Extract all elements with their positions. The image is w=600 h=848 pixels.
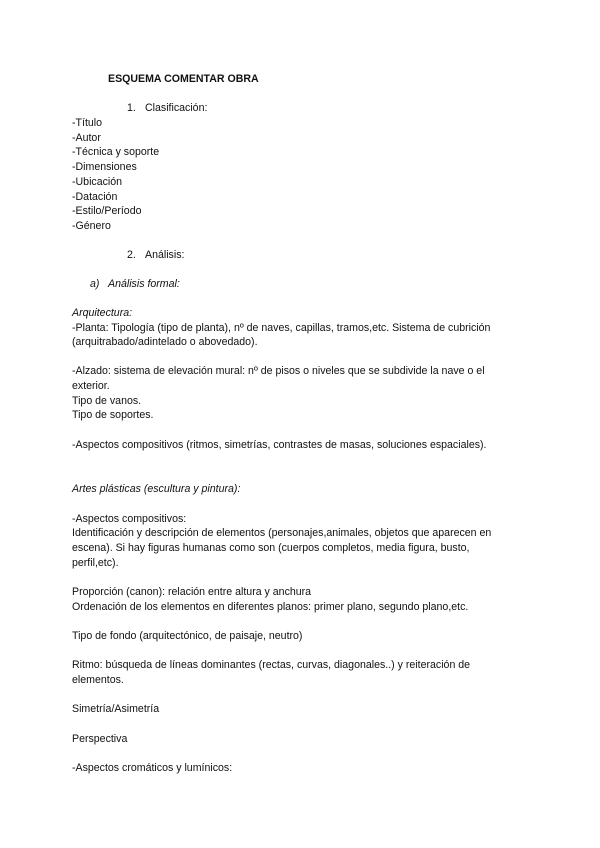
arquitectura-heading: Arquitectura: xyxy=(72,307,133,319)
section-2-heading xyxy=(127,248,184,263)
paragraph-line: exterior. xyxy=(72,380,110,392)
subsection-a-letter: a) xyxy=(90,278,100,290)
paragraph-line: Ordenación de los elementos en diferentes planos: primer plano, segundo plano,etc. xyxy=(72,601,469,613)
paragraph-line: Proporción (canon): relación entre altura y anchura xyxy=(72,586,312,598)
list-item: -Datación xyxy=(72,191,118,203)
section-2-number: 2. xyxy=(127,249,136,261)
paragraph-line: -Aspectos cromáticos y lumínicos: xyxy=(72,762,233,774)
subsection-a-heading xyxy=(90,277,180,292)
paragraph-line: Ritmo: búsqueda de líneas dominantes (rectas, curvas, diagonales..) y reiteración de xyxy=(72,659,471,671)
paragraph-line: escena). Si hay figuras humanas como son (cuerpos completos, media figura, busto, xyxy=(72,542,470,554)
section-1-number: 1. xyxy=(127,102,136,114)
paragraph-line: Identificación y descripción de elementos (personajes,animales, objetos que aparecen en xyxy=(72,527,492,539)
paragraph-line: Tipo de fondo (arquitectónico, de paisaje, neutro) xyxy=(72,630,303,642)
list-item: -Género xyxy=(72,220,111,232)
paragraph-line: Tipo de vanos. xyxy=(72,395,142,407)
paragraph-line: -Aspectos compositivos: xyxy=(72,513,187,525)
subsection-a-label: Análisis formal: xyxy=(108,278,180,290)
list-item: -Autor xyxy=(72,132,101,144)
paragraph-line: elementos. xyxy=(72,674,124,686)
list-item: -Estilo/Período xyxy=(72,205,142,217)
paragraph-line: Tipo de soportes. xyxy=(72,409,154,421)
artes-heading: Artes plásticas (escultura y pintura): xyxy=(72,483,241,495)
list-item: -Título xyxy=(72,117,103,129)
list-item: -Ubicación xyxy=(72,176,123,188)
paragraph-line: perfil,etc). xyxy=(72,557,119,569)
paragraph-line: (arquitrabado/adintelado o abovedado). xyxy=(72,336,258,348)
paragraph-line: -Aspectos compositivos (ritmos, simetrías, contrastes de masas, soluciones espaciales). xyxy=(72,439,487,451)
paragraph-line: Perspectiva xyxy=(72,733,128,745)
list-item: -Dimensiones xyxy=(72,161,137,173)
paragraph-line: -Planta: Tipología (tipo de planta), nº de naves, capillas, tramos,etc. Sistema de cubrición xyxy=(72,322,491,334)
section-2-label: Análisis: xyxy=(145,249,185,261)
document-title: ESQUEMA COMENTAR OBRA xyxy=(108,73,259,85)
paragraph-line: -Alzado: sistema de elevación mural: nº de pisos o niveles que se subdivide la nave o el xyxy=(72,365,485,377)
list-item: -Técnica y soporte xyxy=(72,146,160,158)
section-1-heading xyxy=(127,101,207,116)
paragraph-line: Simetría/Asimetría xyxy=(72,703,160,715)
section-1-label: Clasificación: xyxy=(145,102,208,114)
